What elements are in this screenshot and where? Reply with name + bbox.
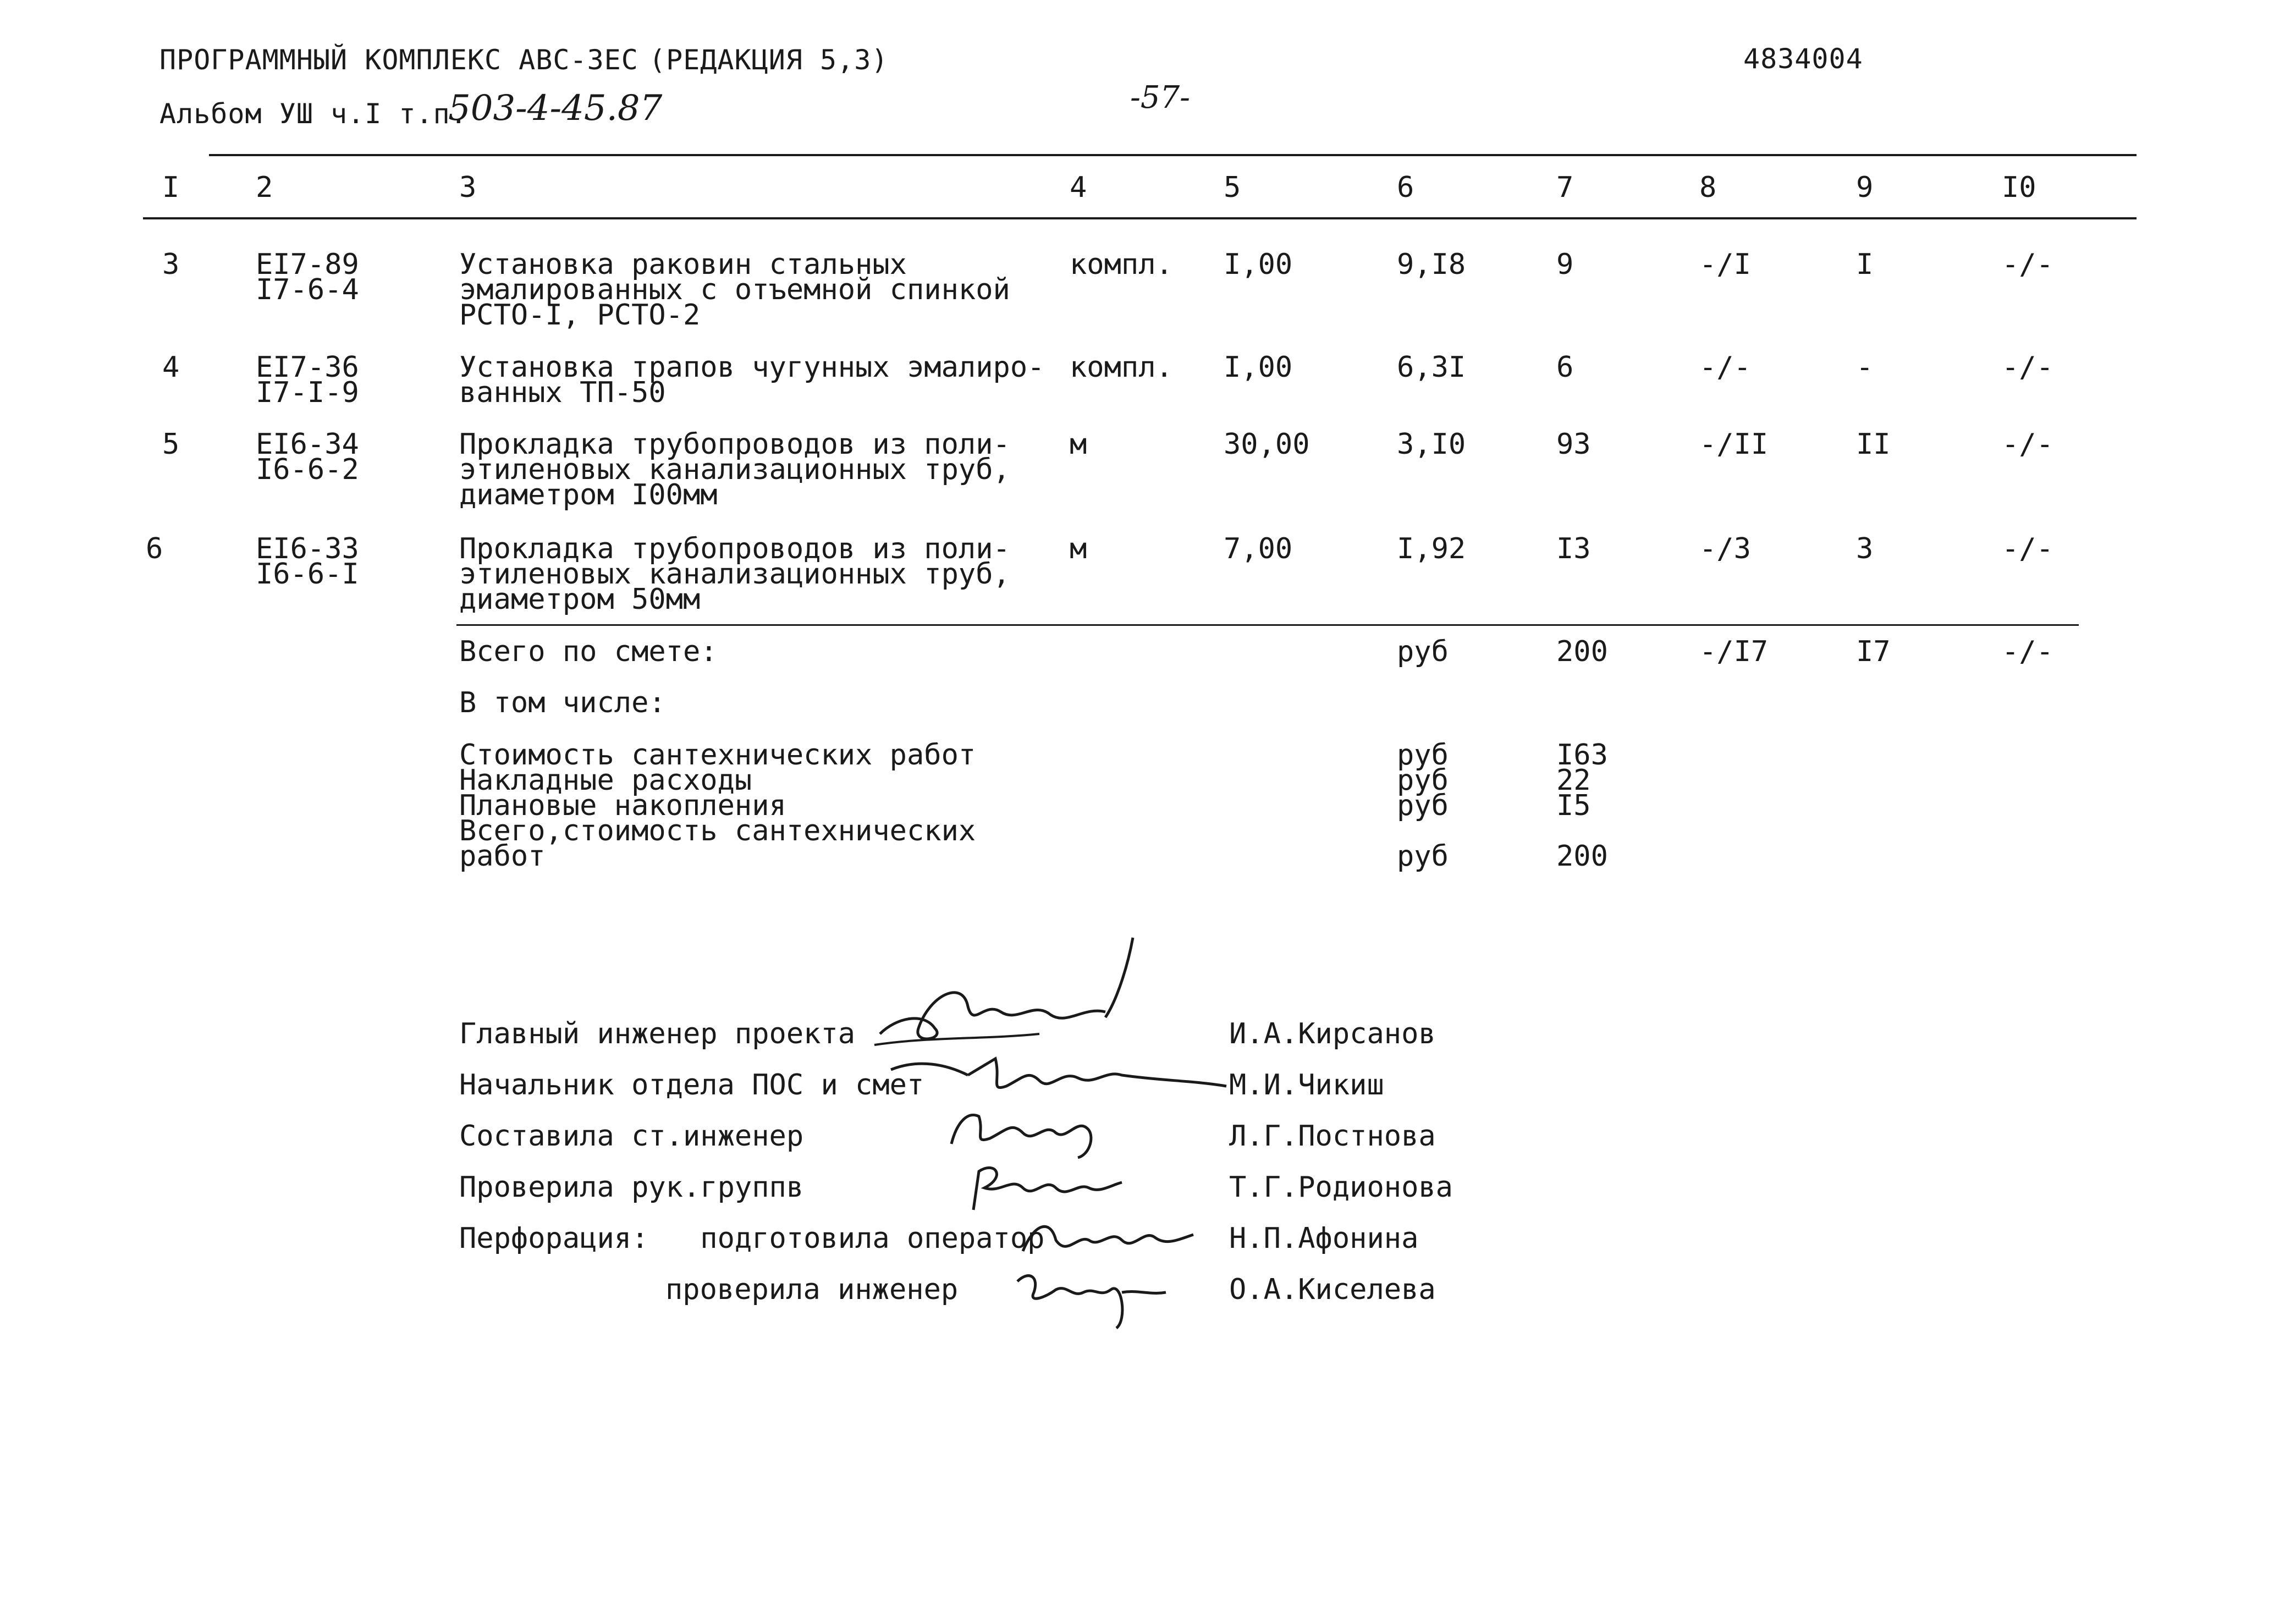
col-8-header: 8: [1699, 171, 1717, 204]
handwritten-signature-icon: [874, 935, 1160, 1064]
col-9-header: 9: [1856, 171, 1874, 204]
row-unit: компл.: [1070, 351, 1173, 384]
row-code: I7-I-9: [256, 376, 359, 409]
document-number: 4834004: [1743, 43, 1863, 75]
breakdown-unit: руб: [1397, 739, 1449, 772]
signature-role: Составила ст.инженер: [459, 1120, 804, 1153]
col-1-header: I: [162, 171, 180, 204]
row-description: этиленовых канализационных труб,: [459, 453, 1010, 486]
row-col-8: -/3: [1699, 532, 1751, 565]
final-unit: руб: [1397, 840, 1449, 873]
handwritten-signature-icon: [885, 1048, 1232, 1105]
row-unit: м: [1070, 532, 1087, 565]
row-code: EI7-36: [256, 351, 359, 384]
final-label: Всего,стоимость сантехнических: [459, 814, 976, 847]
row-col-9: 3: [1856, 532, 1874, 565]
row-number: 6: [146, 532, 163, 565]
row-description: ванных ТП-50: [459, 376, 666, 409]
signature-role: Главный инженер проекта: [459, 1017, 856, 1050]
row-col-8: -/II: [1699, 428, 1769, 461]
row-col-10: -/-: [2002, 248, 2053, 281]
program-title: ПРОГРАММНЫЙ КОМПЛЕКС АВС-ЗЕС: [159, 44, 638, 76]
row-unit: м: [1070, 428, 1087, 461]
album-handwritten-number: 503-4-45.87: [448, 88, 663, 129]
edition: (РЕДАКЦИЯ 5,3): [649, 44, 889, 76]
row-number: 3: [162, 248, 180, 281]
row-description: Установка трапов чугунных эмалиро-: [459, 351, 1045, 384]
row-description: Прокладка трубопроводов из поли-: [459, 532, 1010, 565]
totals-col-9: I7: [1856, 635, 1891, 668]
signature-name: Н.П.Афонина: [1229, 1222, 1419, 1255]
totals-unit: руб: [1397, 635, 1449, 668]
signature-role: проверила инженер: [665, 1273, 959, 1306]
row-description: эмалированных с отъемной спинкой: [459, 273, 1010, 306]
totals-col-8: -/I7: [1699, 635, 1769, 668]
signature-name: М.И.Чикиш: [1229, 1069, 1384, 1102]
col-6-header: 6: [1397, 171, 1414, 204]
breakdown-value: I63: [1556, 739, 1608, 772]
row-col-9: I: [1856, 248, 1874, 281]
row-description: РСТО-I, РСТО-2: [459, 299, 701, 332]
row-code: I7-6-4: [256, 273, 359, 306]
row-price: 9,I8: [1397, 248, 1466, 281]
row-description: Прокладка трубопроводов из поли-: [459, 428, 1010, 461]
row-total: I3: [1556, 532, 1591, 565]
row-unit: компл.: [1070, 248, 1173, 281]
totals-label: Всего по смете:: [459, 635, 718, 668]
col-2-header: 2: [256, 171, 273, 204]
row-code: I6-6-I: [256, 558, 359, 591]
col-10-header: I0: [2002, 171, 2036, 204]
breakdown-label: Стоимость сантехнических работ: [459, 739, 976, 772]
row-description: диаметром I00мм: [459, 478, 718, 511]
breakdown-value: 22: [1556, 764, 1591, 797]
row-number: 4: [162, 351, 180, 384]
signature-name: И.А.Кирсанов: [1229, 1017, 1436, 1050]
row-price: 6,3I: [1397, 351, 1466, 384]
breakdown-label: Плановые накопления: [459, 789, 786, 822]
signature-name: Л.Г.Постнова: [1229, 1120, 1436, 1153]
row-col-10: -/-: [2002, 532, 2053, 565]
signature-role: Перфорация: подготовила оператор: [459, 1222, 1045, 1255]
row-code: EI7-89: [256, 248, 359, 281]
totals-rule: [456, 624, 2079, 626]
final-label: работ: [459, 840, 546, 873]
breakdown-label: Накладные расходы: [459, 764, 752, 797]
final-value: 200: [1556, 840, 1608, 873]
row-col-8: -/I: [1699, 248, 1751, 281]
breakdown-value: I5: [1556, 789, 1591, 822]
page-number: -57-: [1130, 80, 1191, 115]
row-code: EI6-34: [256, 428, 359, 461]
row-description: диаметром 50мм: [459, 583, 701, 616]
col-7-header: 7: [1556, 171, 1574, 204]
signature-role: Начальник отдела ПОС и смет: [459, 1069, 924, 1102]
handwritten-signature-icon: [946, 1100, 1111, 1163]
row-col-10: -/-: [2002, 428, 2053, 461]
handwritten-signature-icon: [1006, 1259, 1171, 1333]
row-description: этиленовых канализационных труб,: [459, 558, 1010, 591]
col-3-header: 3: [459, 171, 477, 204]
row-total: 93: [1556, 428, 1591, 461]
col-5-header: 5: [1224, 171, 1241, 204]
breakdown-unit: руб: [1397, 789, 1449, 822]
totals-col-10: -/-: [2002, 635, 2053, 668]
header-top-rule: [209, 154, 2137, 156]
row-col-10: -/-: [2002, 351, 2053, 384]
row-col-9: II: [1856, 428, 1891, 461]
row-price: I,92: [1397, 532, 1466, 565]
row-total: 9: [1556, 248, 1574, 281]
row-quantity: I,00: [1224, 248, 1293, 281]
row-col-9: -: [1856, 351, 1874, 384]
row-quantity: I,00: [1224, 351, 1293, 384]
row-quantity: 30,00: [1224, 428, 1310, 461]
row-description: Установка раковин стальных: [459, 248, 907, 281]
col-4-header: 4: [1070, 171, 1087, 204]
row-price: 3,I0: [1397, 428, 1466, 461]
row-total: 6: [1556, 351, 1574, 384]
header-bottom-rule: [143, 217, 2137, 219]
row-code: EI6-33: [256, 532, 359, 565]
signature-name: О.А.Киселева: [1229, 1273, 1436, 1306]
breakdown-unit: руб: [1397, 764, 1449, 797]
totals-total: 200: [1556, 635, 1608, 668]
signature-role: Проверила рук.группв: [459, 1171, 804, 1204]
row-code: I6-6-2: [256, 453, 359, 486]
including-label: В том числе:: [459, 686, 666, 719]
row-quantity: 7,00: [1224, 532, 1293, 565]
signature-name: Т.Г.Родионова: [1229, 1171, 1453, 1204]
row-number: 5: [162, 428, 180, 461]
row-col-8: -/-: [1699, 351, 1751, 384]
album-line: Альбом УШ ч.I т.п.: [159, 98, 467, 130]
